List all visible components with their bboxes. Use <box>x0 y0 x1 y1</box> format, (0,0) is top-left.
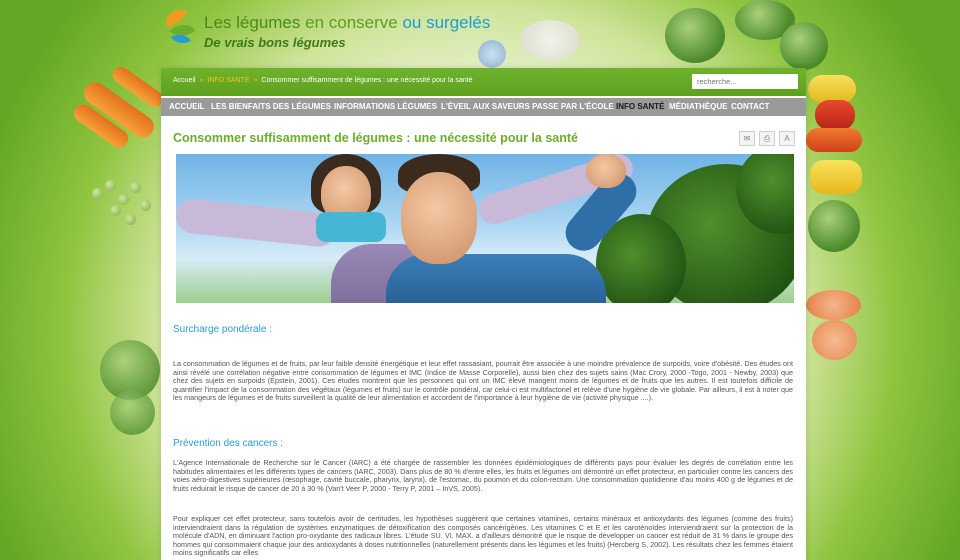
nav-item-eveil-saveurs[interactable]: L'ÉVEIL AUX SAVEURS PASSE PAR L'ÉCOLE <box>441 102 614 111</box>
nav-item-info-sante[interactable]: INFO SANTÉ <box>616 102 665 111</box>
content-frame <box>161 68 806 560</box>
breadcrumb-separator: » <box>253 77 258 84</box>
nav-item-accueil[interactable]: ACCUEIL <box>169 102 205 111</box>
print-icon[interactable]: ⎙ <box>759 131 775 146</box>
site-logo[interactable] <box>161 5 521 49</box>
nav-item-informations[interactable]: INFORMATIONS LÉGUMES <box>334 102 437 111</box>
logo-title: Les légumes en conserve ou surgelés <box>204 13 491 32</box>
top-bar <box>161 68 806 96</box>
section-heading-cancers: Prévention des cancers : <box>173 438 284 449</box>
breadcrumb-current: Consommer suffisamment de légumes : une nécessité pour la santé <box>261 77 473 84</box>
nav-item-contact[interactable]: CONTACT <box>731 102 770 111</box>
logo-leaf-icon <box>161 5 197 45</box>
email-icon[interactable]: ✉ <box>739 131 755 146</box>
search-input[interactable] <box>692 74 798 89</box>
breadcrumb-section[interactable]: INFO SANTÉ <box>207 77 250 84</box>
section-paragraph: L'Agence Internationale de Recherche sur le Cancer (IARC) a été chargée de rassembler les données épidémiologiques de différents pays pour évaluer les degrés de corrélation entre les habitudes alimentaires et les différents types de cancers (IARC, 2003). Dans plus de 80 % d'entre elles, les fruits et légumes ont démontré un effet protecteur, en particulier contre les cancers des voies aéro-digestives supérieures (œsophage, cavité buccale, pharynx, larynx), de l'estomac, du poumon et du colon-rectum. Une consommation quotidienne d'au moins 400 g de légumes et de fruits réduirait le risque de cancer de 20 à 30 % (Van't Veer P, 2000 - Terry P, 2001 – InVS, 2005). <box>173 458 793 493</box>
page-title: Consommer suffisamment de légumes : une nécessité pour la santé <box>173 131 578 145</box>
nav-item-mediatheque[interactable]: MÉDIATHÈQUE <box>669 102 728 111</box>
font-size-icon[interactable]: A <box>779 131 795 146</box>
nav-item-bienfaits[interactable]: LES BIENFAITS DES LÉGUMES <box>211 102 332 111</box>
main-navigation <box>161 98 806 116</box>
breadcrumb-separator: » <box>199 77 204 84</box>
hero-image-father-daughter <box>176 154 794 303</box>
section-heading-surcharge: Surcharge pondérale : <box>173 324 272 335</box>
section-paragraph: La consommation de légumes et de fruits, par leur faible densité énergétique et leur effet rassasiant, pourrait être associée à une moindre prévalence de surpoids, voire d'obésité. Des études ont ainsi révélé une corrélation négative entre consommation de légumes et IMC (Indice de Masse Corporelle), aussi bien chez des sujets sains (Mac Crory, 2000 -Togo, 2001 - Newby, 2003) que chez des sujets en surpoids (Epstein, 2001). Ces études montrent que les personnes qui ont un IMC élevé mangent moins de légumes et de fruits que les autres. Il est toutefois difficile de quantifier l'impact de la consommation des végétaux (légumes et fruits) sur le contrôle pondéral, car celui-ci est multifactoriel et relève d'une hygiène de vie globale. Par ailleurs, il est à noter que les mangeurs de légumes et de fruits surveillent la qualité de leur alimentation et accordent de l'importance à leur hygiène de vie (activité physique ....). <box>173 359 793 403</box>
logo-subtitle: De vrais bons légumes <box>204 35 346 50</box>
breadcrumb-home[interactable]: Accueil <box>173 77 196 84</box>
breadcrumb <box>173 77 473 84</box>
section-paragraph: Pour expliquer cet effet protecteur, sans toutefois avoir de certitudes, les hypothèses suggèrent que certaines vitamines, certains minéraux et antioxydants des légumes (comme des fruits) interviendraient dans la régulation de systèmes enzymatiques de détoxification des composés cancérigènes. Les vitamines C et E et les caroténoïdes interviendraient sur la protection de la molécule d'ADN, en diminuant l'action pro-oxydante des radicaux libres. L'étude SU. VI. MAX. a d'ailleurs démontré que le risque de développer un cancer est réduit de 31 % dans le groupe des hommes qui consommaient chaque jour des antioxydants à doses nutritionnelles (naturellement présents dans les légumes et les fruits) (Hercberg S, 2002). Les résultats chez les femmes étaient moins significatifs car elles <box>173 514 793 558</box>
